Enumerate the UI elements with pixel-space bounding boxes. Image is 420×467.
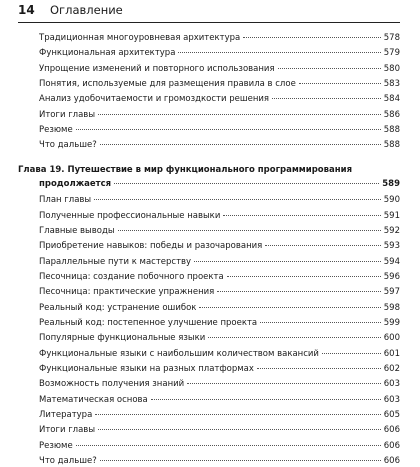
toc-entry-title: Популярные функциональные языки xyxy=(39,333,206,344)
toc-entry[interactable] xyxy=(39,78,400,90)
dot-leader xyxy=(94,199,381,200)
toc-entry-page: 601 xyxy=(383,348,400,359)
toc-entry-title: План главы xyxy=(39,195,92,206)
dot-leader xyxy=(265,245,380,246)
toc-entry-title: Функциональная архитектура xyxy=(39,48,176,59)
toc-entry-title: Анализ удобочитаемости и громоздкости решения xyxy=(39,94,270,105)
toc-entry-page: 584 xyxy=(383,94,400,105)
toc-entry[interactable] xyxy=(39,455,400,467)
toc-entry[interactable] xyxy=(39,139,400,151)
toc-entry-page: 593 xyxy=(383,241,400,252)
toc-entry[interactable] xyxy=(39,124,400,136)
toc-entry[interactable] xyxy=(39,47,400,59)
toc-entry-page: 596 xyxy=(383,271,400,282)
dot-leader xyxy=(118,230,381,231)
toc-entry-title: Песочница: практические упражнения xyxy=(39,287,215,298)
header-rule xyxy=(18,22,400,23)
toc-entry-title: Реальный код: постепенное улучшение проекта xyxy=(39,317,258,328)
toc-entry-title: Функциональные языки на разных платформах xyxy=(39,364,254,374)
dot-leader xyxy=(208,337,381,338)
toc-entry-page: 579 xyxy=(383,48,400,59)
toc-entry-title: Полученные профессиональные навыки xyxy=(39,210,221,221)
dot-leader xyxy=(76,129,381,130)
toc-entry-title: Математическая основа xyxy=(39,394,148,405)
toc-entry-title: Что дальше? xyxy=(39,140,97,151)
dot-leader xyxy=(95,414,380,415)
toc-entry-page: 606 xyxy=(383,440,400,451)
toc-entry-title: Традиционная многоуровневая архитектура xyxy=(39,33,241,43)
toc-entry[interactable] xyxy=(39,109,400,121)
toc-entry[interactable] xyxy=(39,93,400,105)
toc-entry-page: 588 xyxy=(383,125,400,136)
dot-leader xyxy=(257,368,381,369)
toc-entry-title: Параллельные пути к мастерству xyxy=(39,256,192,267)
dot-leader xyxy=(223,215,380,216)
toc-entry-page: 598 xyxy=(383,302,400,313)
dot-leader xyxy=(272,98,381,99)
toc-entry-page: 603 xyxy=(383,379,400,390)
toc-entry[interactable] xyxy=(39,32,400,44)
toc-entry-title: Песочница: создание побочного проекта xyxy=(39,271,224,282)
dot-leader xyxy=(217,291,380,292)
chapter-heading[interactable]: Глава 19. Путешествие в мир функционального программирования xyxy=(18,164,353,175)
dot-leader xyxy=(114,183,379,184)
toc-entry-page: 586 xyxy=(383,109,400,120)
page-header-title: Оглавление xyxy=(50,3,123,17)
chapter-page: 589 xyxy=(382,178,400,189)
dot-leader xyxy=(178,52,380,53)
toc-entry[interactable] xyxy=(39,240,400,252)
toc-entry-title: Итоги главы xyxy=(39,425,96,436)
dot-leader xyxy=(100,460,381,461)
toc-entry[interactable] xyxy=(39,225,400,237)
toc-entry-page: 603 xyxy=(383,394,400,405)
toc-entry-page: 602 xyxy=(383,364,400,374)
toc-entry-page: 605 xyxy=(383,410,400,421)
toc-entry[interactable] xyxy=(39,363,400,375)
dot-leader xyxy=(299,83,381,84)
toc-entry-page: 592 xyxy=(383,225,400,236)
toc-entry-title: Резюме xyxy=(39,440,73,451)
dot-leader xyxy=(100,144,381,145)
toc-entry-title: Приобретение навыков: победы и разочарования xyxy=(39,241,263,252)
toc-entry[interactable] xyxy=(39,424,400,436)
dot-leader xyxy=(194,261,381,262)
toc-entry[interactable] xyxy=(39,194,400,206)
toc-entry-page: 590 xyxy=(383,195,400,206)
dot-leader xyxy=(322,353,381,354)
dot-leader xyxy=(98,114,381,115)
toc-entry-page: 606 xyxy=(383,425,400,436)
toc-entry-title: Реальный код: устранение ошибок xyxy=(39,302,197,313)
dot-leader xyxy=(98,429,381,430)
toc-entry[interactable] xyxy=(39,394,400,406)
toc-entry-page: 580 xyxy=(383,63,400,74)
dot-leader xyxy=(187,383,381,384)
toc-entry-title: Возможность получения знаний xyxy=(39,379,185,390)
toc-entry-page: 594 xyxy=(383,256,400,267)
toc-entry[interactable] xyxy=(39,409,400,421)
toc-entry-page: 600 xyxy=(383,333,400,344)
dot-leader xyxy=(243,37,381,38)
toc-entry-title: Итоги главы xyxy=(39,109,96,120)
toc-entry[interactable] xyxy=(39,302,400,314)
dot-leader xyxy=(199,307,380,308)
chapter-heading-title: продолжается xyxy=(39,178,112,189)
toc-entry-page: 599 xyxy=(383,317,400,328)
chapter-heading-continued[interactable] xyxy=(39,178,400,190)
toc-entry-title: Что дальше? xyxy=(39,456,97,467)
toc-entry[interactable] xyxy=(39,271,400,283)
toc-entry[interactable] xyxy=(39,332,400,344)
toc-entry-title: Главные выводы xyxy=(39,225,115,236)
toc-entry-title: Функциональные языки с наибольшим количеством вакансий xyxy=(39,348,319,359)
toc-entry[interactable] xyxy=(39,256,400,268)
dot-leader xyxy=(151,399,381,400)
toc-entry-page: 578 xyxy=(383,33,400,43)
dot-leader xyxy=(227,276,381,277)
toc-entry-title: Литература xyxy=(39,410,93,421)
toc-entry-page: 597 xyxy=(383,287,400,298)
page-number: 14 xyxy=(18,3,35,17)
dot-leader xyxy=(278,68,381,69)
toc-entry[interactable] xyxy=(39,210,400,222)
dot-leader xyxy=(76,445,381,446)
toc-entry-page: 588 xyxy=(383,140,400,151)
toc-entry-title: Упрощение изменений и повторного использования xyxy=(39,63,275,74)
toc-entry[interactable] xyxy=(39,317,400,329)
toc-entry[interactable] xyxy=(39,440,400,452)
toc-entry-title: Резюме xyxy=(39,125,73,136)
toc-entry-page: 606 xyxy=(383,456,400,467)
page-header xyxy=(18,3,123,19)
toc-entry[interactable] xyxy=(39,286,400,298)
toc-entry[interactable] xyxy=(39,348,400,360)
dot-leader xyxy=(260,322,381,323)
toc-entry-page: 583 xyxy=(383,79,400,90)
toc-entry-title: Понятия, используемые для размещения правила в слое xyxy=(39,79,296,90)
toc-entry-page: 591 xyxy=(383,210,400,221)
toc-entry[interactable] xyxy=(39,378,400,390)
toc-entry[interactable] xyxy=(39,63,400,75)
